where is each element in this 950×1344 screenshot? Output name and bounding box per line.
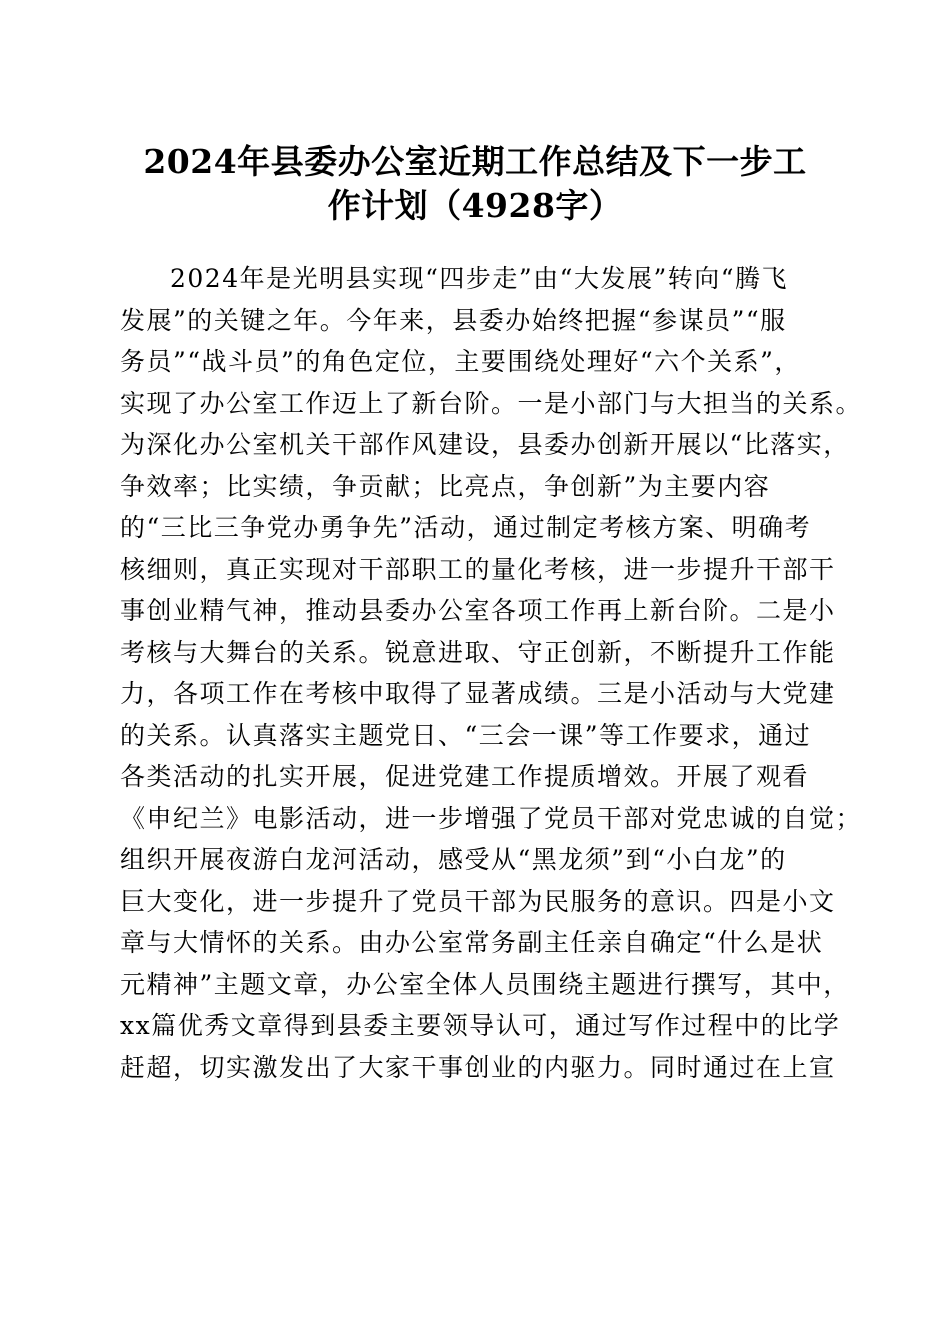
- body-line-2: 发展”的关键之年。今年来，县委办始终把握“参谋员”“服: [120, 305, 787, 335]
- body-line-20: 赶超，切实激发出了大家干事创业的内驱力。同时通过在上宣: [120, 1052, 836, 1082]
- body-line-17: 章与大情怀的关系。由办公室常务副主任亲自确定“什么是状: [120, 928, 824, 957]
- title-line-2: 作计划（4928字）: [327, 186, 623, 225]
- body-line-13: 各类活动的扎实开展，促进党建工作提质增效。开展了观看: [120, 762, 810, 791]
- body-line-14: 《申纪兰》电影活动，进一步增强了党员干部对党忠诚的自觉；: [120, 803, 863, 833]
- body-line-16: 巨大变化，进一步提升了党员干部为民服务的意识。四是小文: [120, 886, 836, 916]
- body-line-10: 考核与大舞台的关系。锐意进取、守正创新，不断提升工作能: [120, 637, 836, 667]
- body-line-3: 务员”“战斗员”的角色定位，主要围绕处理好“六个关系”，: [120, 347, 801, 376]
- body-line-9: 事创业精气神，推动县委办公室各项工作再上新台阶。二是小: [120, 596, 836, 625]
- body-line-5: 为深化办公室机关干部作风建设，县委办创新开展以“比落实，: [120, 430, 850, 459]
- body-line-6: 争效率；比实绩，争贡献；比亮点，争创新”为主要内容: [120, 471, 771, 501]
- body-line-1: 2024年是光明县实现“四步走”由“大发展”转向“腾飞: [170, 264, 789, 293]
- body-line-8: 核细则，真正实现对干部职工的量化考核，进一步提升干部干: [120, 554, 836, 584]
- body-line-15: 组织开展夜游白龙河活动，感受从“黑龙须”到“小白龙”的: [120, 845, 787, 874]
- body-line-19: xx篇优秀文章得到县委主要领导认可，通过写作过程中的比学: [120, 1011, 841, 1040]
- body-line-4: 实现了办公室工作迈上了新台阶。一是小部门与大担当的关系。: [120, 388, 863, 418]
- body-line-7: 的“三比三争党办勇争先”活动，通过制定考核方案、明确考: [120, 513, 812, 542]
- title-line-1: 2024年县委办公室近期工作总结及下一步工: [143, 142, 807, 181]
- document-body: [120, 258, 863, 1088]
- body-line-11: 力，各项工作在考核中取得了显著成绩。三是小活动与大党建: [120, 679, 836, 708]
- body-line-18: 元精神”主题文章，办公室全体人员围绕主题进行撰写，其中，: [120, 969, 850, 999]
- document-title: [110, 140, 840, 228]
- body-line-12: 的关系。认真落实主题党日、“三会一课”等工作要求，通过: [120, 720, 812, 750]
